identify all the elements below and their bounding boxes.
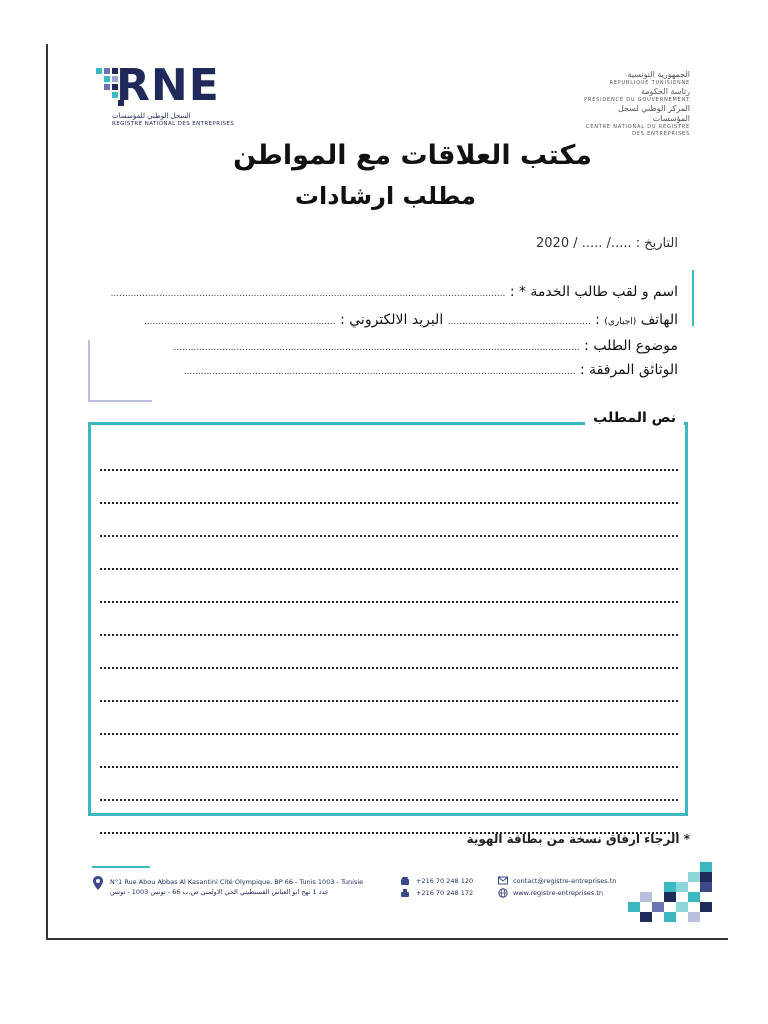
institution-block: [580, 70, 690, 138]
footer-email[interactable]: contact@registre-entreprises.tn: [513, 877, 617, 885]
logo-subtitle-ar: السجل الوطني للمؤسسات: [112, 112, 191, 120]
request-line[interactable]: [100, 636, 678, 669]
attachments-field[interactable]: [184, 362, 678, 378]
footer-address-fr: N°1 Rue Abou Abbas Al Kasantini Cité Olympique, BP 66 - Tunis 1003 - Tunisie: [110, 878, 364, 886]
id-copy-note: * الرجاء ارفاق نسخة من بطاقة الهوية: [466, 832, 690, 846]
logo-subtitle-fr: REGISTRE NATIONAL DES ENTREPRISES: [112, 121, 235, 127]
logo-wordmark: RNE: [116, 60, 220, 111]
footer-phone[interactable]: +216 70 248 120: [416, 877, 474, 885]
name-field[interactable]: [111, 284, 678, 300]
fax-icon: [400, 888, 410, 898]
page-border-left: [46, 44, 48, 940]
contact-field[interactable]: الهاتف (اجباري) : .................................................. البريد الالكتروني : ...................................................................: [143, 312, 678, 328]
footer-website[interactable]: www.registre-entreprises.tn: [513, 889, 603, 897]
institution-line2-fr: PRESIDENCE DU GOUVERNEMENT: [584, 97, 690, 103]
email-label: البريد الالكتروني :: [340, 312, 444, 328]
mail-icon: [498, 876, 508, 885]
institution-line2-ar: رئاسة الحكومة: [640, 87, 690, 96]
request-line[interactable]: [100, 669, 678, 702]
request-line[interactable]: [100, 570, 678, 603]
footer-address-ar: عدد 1 نهج ابو العباس القسنطيني الحي الاولمبي ص.ب 66 - تونس 1003 - تونس: [110, 888, 329, 896]
decor-bracket-left: [88, 340, 90, 400]
institution-line1-ar: الجمهورية التونسية: [627, 70, 690, 79]
request-line[interactable]: [100, 537, 678, 570]
name-input-dots[interactable]: ..........................................................................................................................................: [110, 289, 506, 299]
request-line[interactable]: [100, 768, 678, 801]
request-box-label: نص المطلب: [585, 410, 684, 426]
email-input-dots[interactable]: ...................................................................: [143, 317, 336, 327]
phone-icon: [400, 876, 410, 886]
subject-label: موضوع الطلب :: [584, 338, 678, 354]
request-line[interactable]: [100, 438, 678, 471]
request-lines[interactable]: [100, 438, 678, 834]
globe-icon: [498, 888, 508, 898]
attachments-input-dots[interactable]: .........................................................................................................................................: [183, 367, 576, 377]
request-line[interactable]: [100, 504, 678, 537]
date-label: التاريخ :: [635, 236, 678, 251]
name-label: اسم و لقب طالب الخدمة * :: [509, 284, 678, 300]
footer-fax[interactable]: +216 70 248 172: [416, 889, 474, 897]
page-subtitle: مطلب ارشادات: [294, 182, 476, 210]
footer-mosaic-graphic: [622, 862, 714, 924]
decor-bracket-right: [692, 270, 694, 326]
request-line[interactable]: [100, 603, 678, 636]
footer-accent-line: [92, 866, 150, 868]
institution-line3-fr: CENTRE NATIONAL DU REGISTRE DES ENTREPRISES: [586, 124, 690, 137]
institution-line1-fr: REPUBLIQUE TUNISIENNE: [609, 80, 690, 86]
phone-required-note: (اجباري): [604, 317, 637, 327]
attachments-label: الوثائق المرفقة :: [580, 362, 678, 378]
date-value[interactable]: ...../ ..... / 2020: [536, 236, 632, 251]
phone-input-dots[interactable]: ..................................................: [447, 317, 591, 327]
request-line[interactable]: [100, 471, 678, 504]
request-line[interactable]: [100, 801, 678, 834]
decor-bracket-left-base: [88, 400, 152, 402]
phone-label: الهاتف: [640, 312, 678, 328]
request-line[interactable]: [100, 702, 678, 735]
subject-input-dots[interactable]: ..............................................................................................................................................: [173, 343, 580, 353]
institution-line3-ar: المركز الوطني لسجل المؤسسات: [617, 104, 690, 123]
page-title: مكتب العلاقات مع المواطن: [233, 140, 592, 171]
rne-logo: [92, 60, 242, 132]
date-line: [536, 236, 678, 251]
location-pin-icon: [92, 876, 104, 890]
page-border-bottom: [46, 938, 728, 940]
request-line[interactable]: [100, 735, 678, 768]
subject-field[interactable]: [173, 338, 678, 354]
